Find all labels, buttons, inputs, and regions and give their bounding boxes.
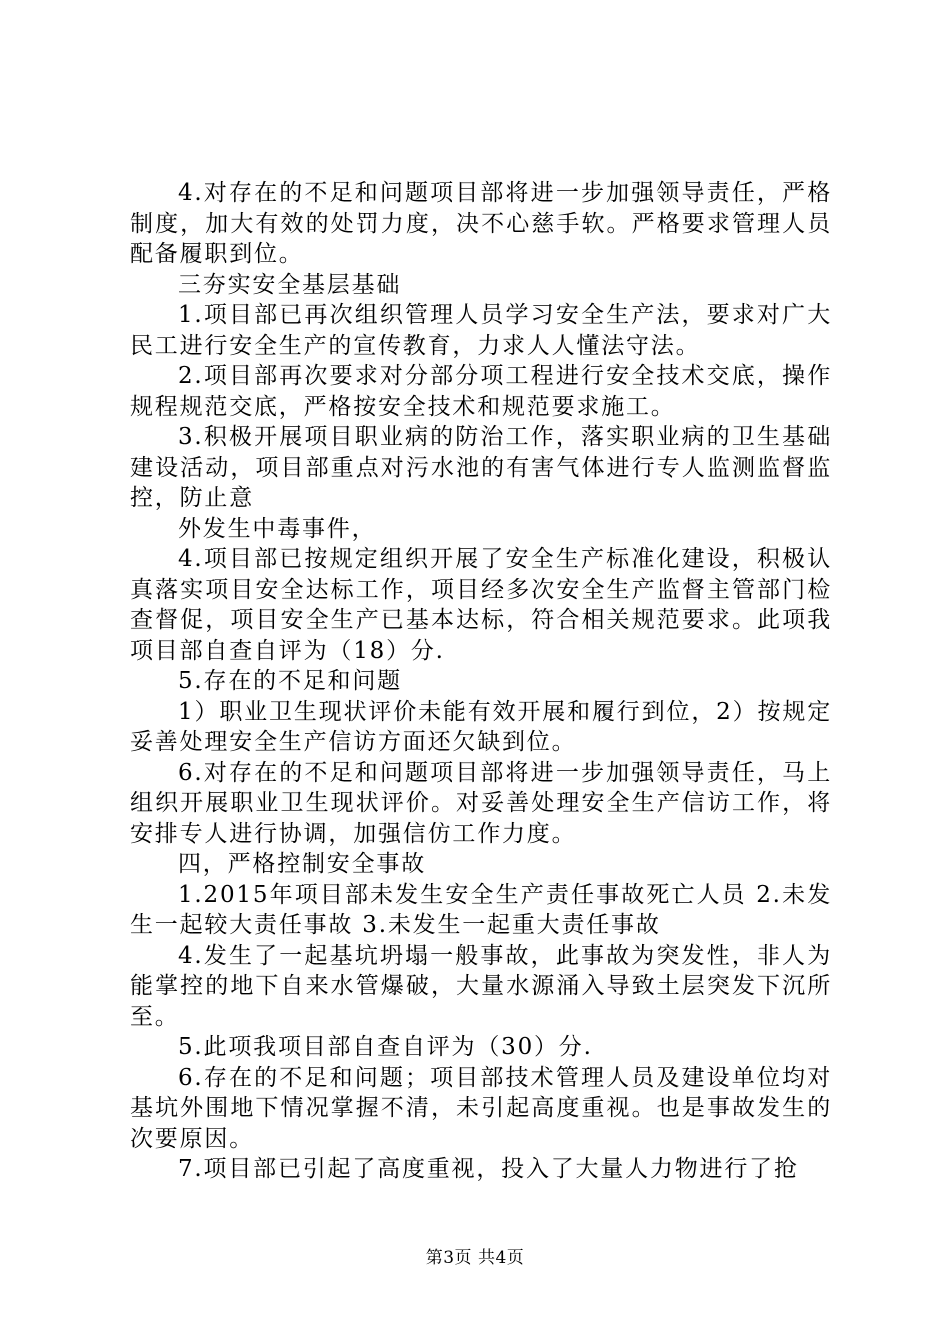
paragraph-4: 2.项目部再次要求对分部分项工程进行安全技术交底，操作规程规范交底，严格按安全技术和规范要求施工。 [130, 363, 832, 420]
section-heading-3: 三夯实安全基层基础 [178, 271, 402, 298]
paragraph-3: 1.项目部已再次组织管理人员学习安全生产法，要求对广大民工进行安全生产的宣传教育，力求人人懂法守法。 [130, 302, 832, 359]
paragraph-6: 外发生中毒事件， [178, 515, 377, 542]
paragraph-15: 6.存在的不足和问题；项目部技术管理人员及建设单位均对基坑外围地下情况掌握不清，未引起高度重视。也是事故发生的次要原因。 [130, 1064, 832, 1152]
paragraph-9: 1）职业卫生现状评价未能有效开展和履行到位，2）按规定妥善处理安全生产信访方面还欠缺到位。 [130, 698, 832, 755]
section-heading-4: 四，严格控制安全事故 [178, 851, 426, 877]
paragraph-16: 7.项目部已引起了高度重视，投入了大量人力物进行了抢 [178, 1156, 799, 1182]
paragraph-10: 6.对存在的不足和问题项目部将进一步加强领导责任，马上组织开展职业卫生现状评价。对妥善处理安全生产信访工作，将安排专人进行协调，加强信仿工作力度。 [130, 759, 832, 847]
paragraph-13: 4.发生了一起基坑坍塌一般事故，此事故为突发性，非人为能掌控的地下自来水管爆破，大量水源涌入导致土层突发下沉所至。 [130, 942, 832, 1030]
document-body [130, 178, 832, 1185]
paragraph-1: 4.对存在的不足和问题项目部将进一步加强领导责任，严格制度，加大有效的处罚力度，决不心慈手软。严格要求管理人员配备履职到位。 [130, 180, 832, 267]
paragraph-14: 5.此项我项目部自查自评为（30）分. [178, 1034, 593, 1060]
paragraph-12: 1.2015年项目部未发生安全生产责任事故死亡人员 2.未发生一起较大责任事故 3.未发生一起重大责任事故 [130, 881, 832, 938]
paragraph-5: 3.积极开展项目职业病的防治工作，落实职业病的卫生基础建设活动，项目部重点对污水池的有害气体进行专人监测监督监控，防止意 [130, 424, 832, 511]
paragraph-8: 5.存在的不足和问题 [178, 668, 402, 694]
page-footer: 第3页 共4页 [425, 1248, 525, 1268]
paragraph-7: 4.项目部已按规定组织开展了安全生产标准化建设，积极认真落实项目安全达标工作，项目经多次安全生产监督主管部门检查督促，项目安全生产已基本达标，符合相关规范要求。此项我项目部自查自评为（18）分. [130, 546, 832, 664]
